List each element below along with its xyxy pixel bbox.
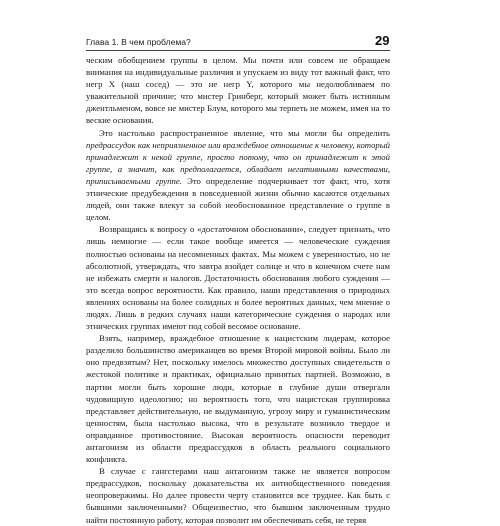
paragraph-text: Возвращаясь к вопросу о «достаточном обосновании», следует признать, что лишь немногие — если такое вообще имеется — человеческие суждения полностью основаны на несомненных фактах. Мы можем с уверенностью, но не абсолютной, утверждать, что завтра взойдет солнце и что в конечном счете нам не избежать смерти и налогов. Достаточность обоснования любого суждения — это всегда вопрос вероятности. Как правило, наши представления о природных явлениях основаны на более солидных и более вероятных данных, чем мнение о людях. Лишь в редких случаях наши категорические суждения о народах или этнических группах имеют под собой весомое основание.: [86, 224, 390, 332]
prejudice-definition-italic: предрассудок как неприязненное или враждебное отношение к человеку, который принадлежит к некой группе, просто потому, что он принадлежит к этой группе, а значит, как предполагается, обладает негативными качествами, приписываемыми группе.: [86, 139, 390, 186]
paragraph: [86, 54, 390, 127]
page-number: 29: [375, 33, 390, 48]
paragraph-text: Это настолько распространенное явление, что мы могли бы определить: [99, 127, 390, 138]
paragraph-text: Это определение подчеркивает тот факт, что, хотя этнические предубеждения в повседневной жизни обычно касаются отдельных людей, они также влекут за собой необоснованное представление о группе в целом.: [86, 175, 390, 223]
paragraph-text: В случае с гангстерами наш антагонизм также не является вопросом предрассудков, поскольку доказательства их антиобщественного поведения неопровержимы. Но далее провести черту становится все труднее. Как быть с бывшими заключенными? Общеизвестно, что бывшим заключенным трудно найти постоянную работу, которая позволит им обеспечивать себя, не теряя: [86, 466, 390, 525]
paragraph: [86, 332, 390, 465]
paragraph-definition: [86, 127, 390, 224]
paragraph: [86, 465, 390, 525]
running-head-chapter-title: Глава 1. В чем проблема?: [86, 37, 191, 47]
paragraph: [86, 223, 390, 332]
header-rule: [86, 50, 390, 51]
paragraph-text: Взять, например, враждебное отношение к нацистским лидерам, которое разделило большинство американцев во время Второй мировой войны. Было ли оно предвзятым? Нет, поскольку имелось множество доступных свидетельств о жестокой политике и практиках, официально принятых партией. Возможно, в партии могли быть хорошие люди, которые в глубине души отвергали чудовищную идеологию; но вероятность того, что нацистская группировка представляет действительную, не выдуманную, угрозу миру и гуманистическим ценностям, была настолько высока, что в результате возникло твердое и оправданное противостояние. Высокая вероятность опасности переводит антагонизм из области предрассудков в область реального социального конфликта.: [86, 333, 390, 465]
body-text: [86, 54, 390, 526]
paragraph-text: ческим обобщением группы в целом. Мы почти или совсем не обращаем внимания на индивидуальные различия и упускаем из виду тот важный факт, что негр X (наш сосед) — это не негр Y, которого мы недолюбливаем по уважительной причине; что мистер Гринберг, который может быть истинным джентльменом, вовсе не мистер Блум, которого мы терпеть не можем, имея на то веские основания.: [86, 55, 390, 126]
